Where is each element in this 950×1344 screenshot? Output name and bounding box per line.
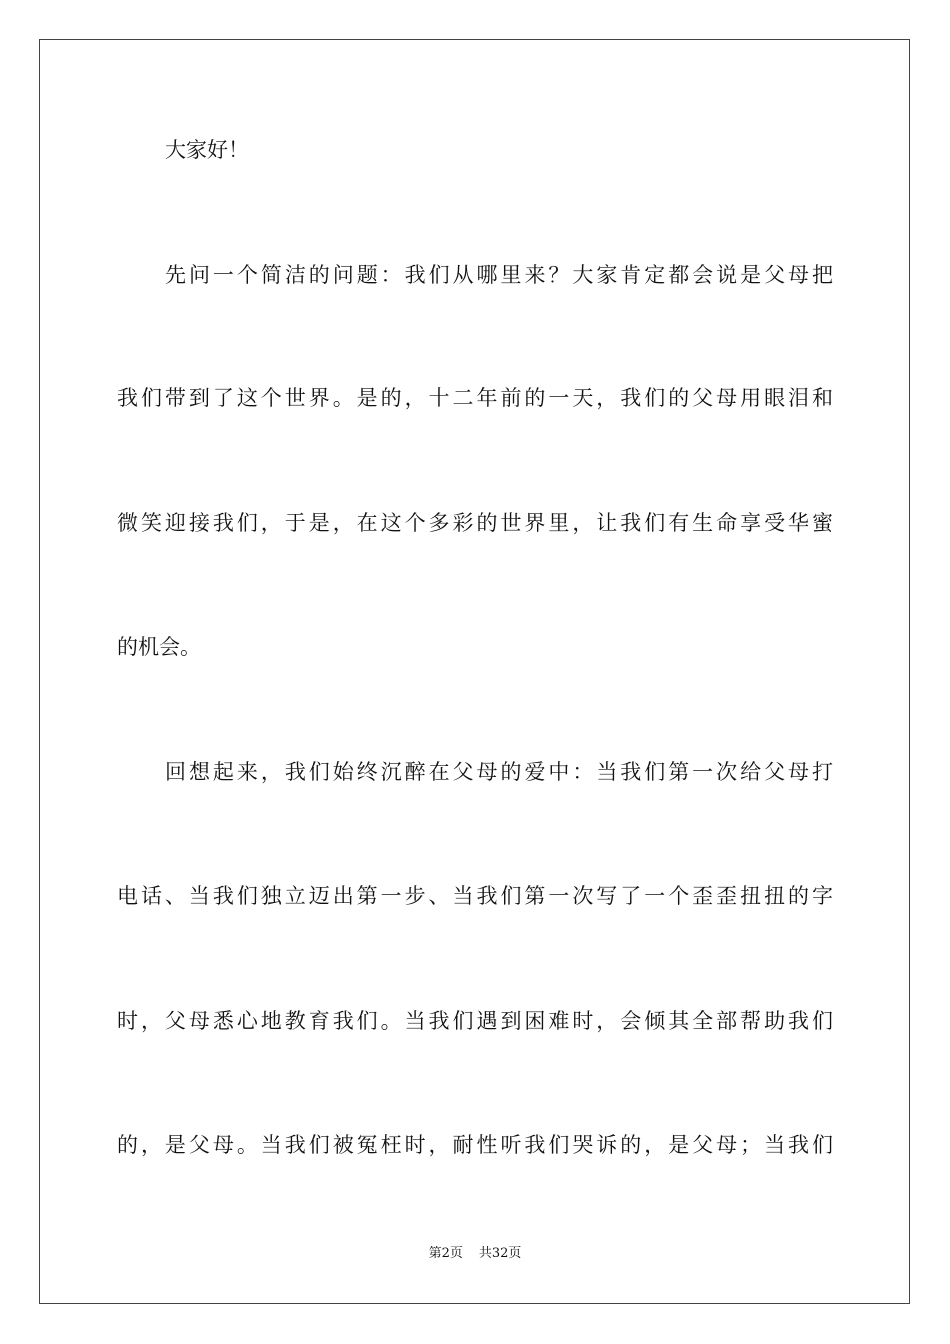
paragraph-2-line-4: 的，是父母。当我们被冤枉时，耐性听我们哭诉的，是父母；当我们 [117,1133,833,1157]
paragraph-2-line-2: 电话、当我们独立迈出第一步、当我们第一次写了一个歪歪扭扭的字 [117,884,833,908]
paragraph-1-line-3: 微笑迎接我们，于是，在这个多彩的世界里，让我们有生命享受华蜜 [117,511,833,535]
greeting-line: 大家好！ [165,138,249,162]
paragraph-2-line-3: 时，父母悉心地教育我们。当我们遇到困难时，会倾其全部帮助我们 [117,1009,833,1033]
page-number: 第2页 [428,1246,463,1261]
paragraph-1-line-1: 先问一个简洁的问题：我们从哪里来？大家肯定都会说是父母把 [165,263,833,287]
page-frame [39,39,910,1304]
paragraph-1-line-2: 我们带到了这个世界。是的，十二年前的一天，我们的父母用眼泪和 [117,386,833,410]
total-pages: 共32页 [478,1246,522,1261]
paragraph-2-line-1: 回想起来，我们始终沉醉在父母的爱中：当我们第一次给父母打 [165,760,833,784]
page-footer [0,1245,950,1263]
paragraph-1-line-4: 的机会。 [117,635,201,659]
